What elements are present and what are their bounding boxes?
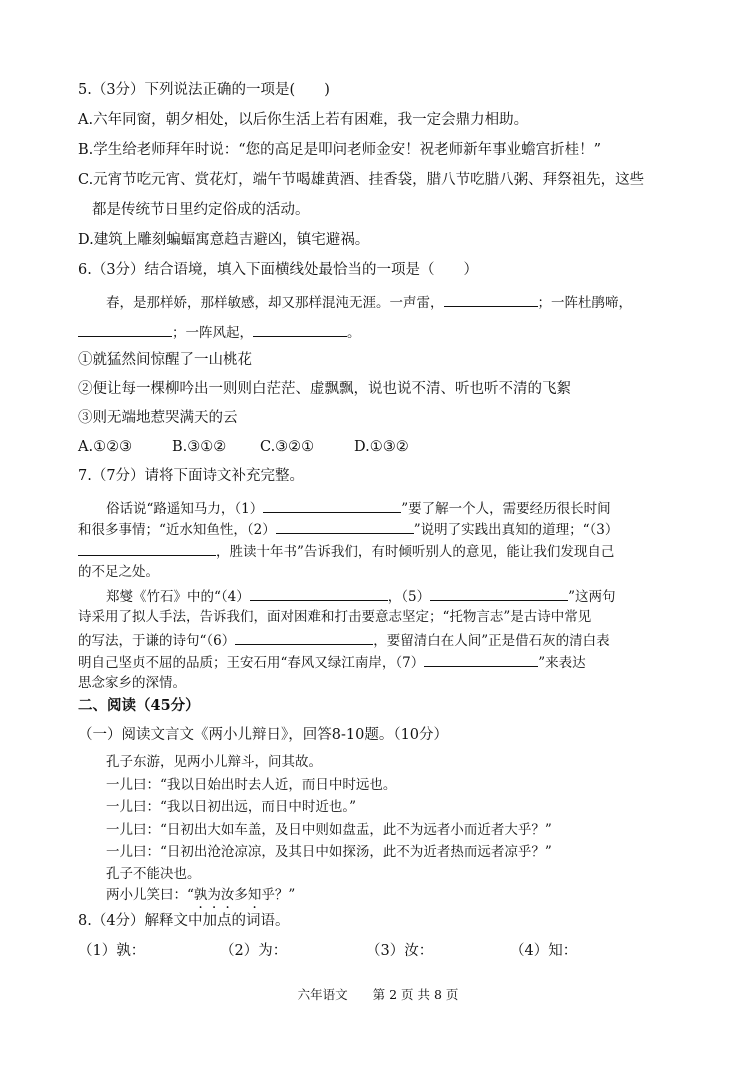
classical-line-4: 一儿曰：“日初出大如车盖，及日中则如盘盂，此不为远者小而近者大乎？”: [106, 822, 552, 838]
q7-passage-line6: 诗采用了拟人手法，告诉我们，面对困难和打击要意志坚定；“托物言志”是古诗中常见: [78, 609, 592, 625]
q7-text: 明自己坚贞不屈的品质；王安石用“春风又绿江南岸，（7）: [78, 655, 425, 671]
q7-text: ”要了解一个人，需要经历很长时间: [401, 501, 611, 517]
q7-text: 郑燮《竹石》中的“（4）: [106, 589, 250, 605]
section-heading: 二、阅读（45分）: [78, 697, 200, 714]
q6-option-d[interactable]: D.①③②: [354, 439, 409, 455]
q8-stem: 8.（4分）解释文中加点的词语。: [78, 913, 290, 929]
q6-stem: 6.（3分）结合语境，填入下面横线处最恰当的一项是（ ）: [78, 262, 479, 278]
answer-blank[interactable]: [78, 321, 172, 337]
q8-answer-3[interactable]: （3）汝：: [366, 943, 434, 959]
answer-blank[interactable]: [444, 291, 538, 307]
q6-option-a[interactable]: A.①②③: [78, 439, 133, 455]
q5-option-c-line1: C.元宵节吃元宵、赏花灯，端午节喝雄黄酒、挂香袋，腊八节吃腊八粥、拜祭祖先，这些: [78, 172, 645, 188]
page-footer: 六年语文 第 2 页 共 8 页: [297, 987, 459, 1002]
answer-blank-7[interactable]: [424, 651, 538, 667]
q7-stem: 7.（7分）请将下面诗文补充完整。: [78, 468, 305, 484]
classical-text: 多: [234, 887, 248, 903]
q6-options: [78, 437, 409, 457]
q7-text: ，要留清白在人间”正是借石灰的清白表: [373, 633, 610, 649]
classical-line-6: 孔子不能决也。: [106, 866, 201, 882]
answer-blank-2[interactable]: [276, 518, 414, 534]
q5-stem: 5.（3分）下列说法正确的一项是( ): [78, 82, 330, 98]
answer-blank-1[interactable]: [263, 497, 401, 513]
q5-option-a: A.六年同窗，朝夕相处，以后你生活上若有困难，我一定会鼎力相助。: [78, 112, 529, 128]
q6-option-c[interactable]: C.③②①: [260, 439, 315, 455]
dotted-word-zhi: 知: [247, 887, 262, 903]
answer-blank-3[interactable]: [78, 540, 216, 556]
q6-passage-text: 春，是那样娇，那样敏感，却又那样混沌无涯。一声雷，: [106, 295, 444, 311]
q7-passage-line5: [106, 585, 616, 607]
q8-answer-4[interactable]: （4）知：: [510, 943, 578, 959]
dotted-word-ru: 汝: [220, 887, 235, 903]
q6-sentence-3: ③则无端地惹哭满天的云: [78, 410, 238, 426]
classical-text: 两小儿笑曰：“: [106, 887, 194, 903]
answer-blank[interactable]: [253, 321, 347, 337]
q6-passage-text: ；一阵杜鹃啼，: [537, 295, 632, 311]
q6-sentence-1: ①就猛然间惊醒了一山桃花: [78, 352, 252, 368]
q7-passage-line7: [78, 629, 610, 651]
q8-answer-2[interactable]: （2）为：: [220, 943, 288, 959]
classical-line-3: 一儿曰：“我以日初出远，而日中时近也。”: [106, 799, 357, 815]
answer-blank-6[interactable]: [235, 629, 373, 645]
q6-passage-line1: [106, 291, 632, 313]
dotted-word-shu: 孰: [193, 887, 208, 903]
q6-option-b[interactable]: B.③①②: [172, 439, 227, 455]
q8-answer-1[interactable]: （1）孰：: [78, 943, 146, 959]
q6-sentence-2: ②便让每一棵柳吟出一则则白茫茫、虚飘飘，说也说不清、听也听不清的飞絮: [78, 381, 571, 397]
q5-option-c-line2: 都是传统节日里约定俗成的活动。: [92, 202, 310, 218]
q5-option-d: D.建筑上雕刻蝙蝠寓意趋吉避凶，镇宅避祸。: [78, 232, 370, 248]
q7-text: ，（5）: [387, 589, 431, 605]
q7-passage-line8: [78, 651, 586, 673]
classical-line-2: 一儿曰：“我以日始出时去人近，而日中时远也。: [106, 777, 397, 793]
answer-blank-5[interactable]: [430, 585, 568, 601]
part-heading: （一）阅读文言文《两小儿辩日》，回答8-10题。（10分）: [78, 727, 449, 743]
q7-text: 俗话说“路遥知马力，（1）: [106, 501, 264, 517]
dotted-word-wei: 为: [207, 887, 221, 903]
q7-passage-line3: [78, 540, 614, 562]
classical-line-1: 孔子东游，见两小儿辩斗，问其故。: [106, 754, 322, 770]
q7-text: ，胜读十年书”告诉我们，有时倾听别人的意见，能让我们发现自己: [216, 544, 615, 560]
classical-text: 乎？”: [261, 887, 296, 903]
q7-text: ”这两句: [568, 589, 616, 605]
classical-line-7: [106, 885, 295, 905]
q7-text: ”来表达: [538, 655, 586, 671]
q7-passage-line2: [78, 518, 618, 540]
answer-blank-4[interactable]: [250, 585, 388, 601]
q6-passage-text: ；一阵风起，: [172, 325, 253, 341]
q6-passage-text: 。: [347, 325, 361, 341]
classical-line-5: 一儿曰：“日初出沧沧凉凉，及其日中如探汤，此不为近者热而远者凉乎？”: [106, 844, 552, 860]
q6-passage-line2: [78, 321, 361, 343]
q7-passage-line1: [106, 497, 611, 519]
q7-text: 的写法，于谦的诗句“（6）: [78, 633, 236, 649]
q7-passage-line4: 的不足之处。: [78, 564, 159, 580]
q7-text: ”说明了实践出真知的道理；“（3）: [413, 522, 619, 538]
q7-text: 和很多事情；“近水知鱼性，（2）: [78, 522, 276, 538]
q5-option-b: B.学生给老师拜年时说：“您的高足是叩问老师金安！祝老师新年事业蟾宫折桂！”: [78, 142, 602, 158]
q7-passage-line9: 思念家乡的深情。: [78, 675, 186, 691]
